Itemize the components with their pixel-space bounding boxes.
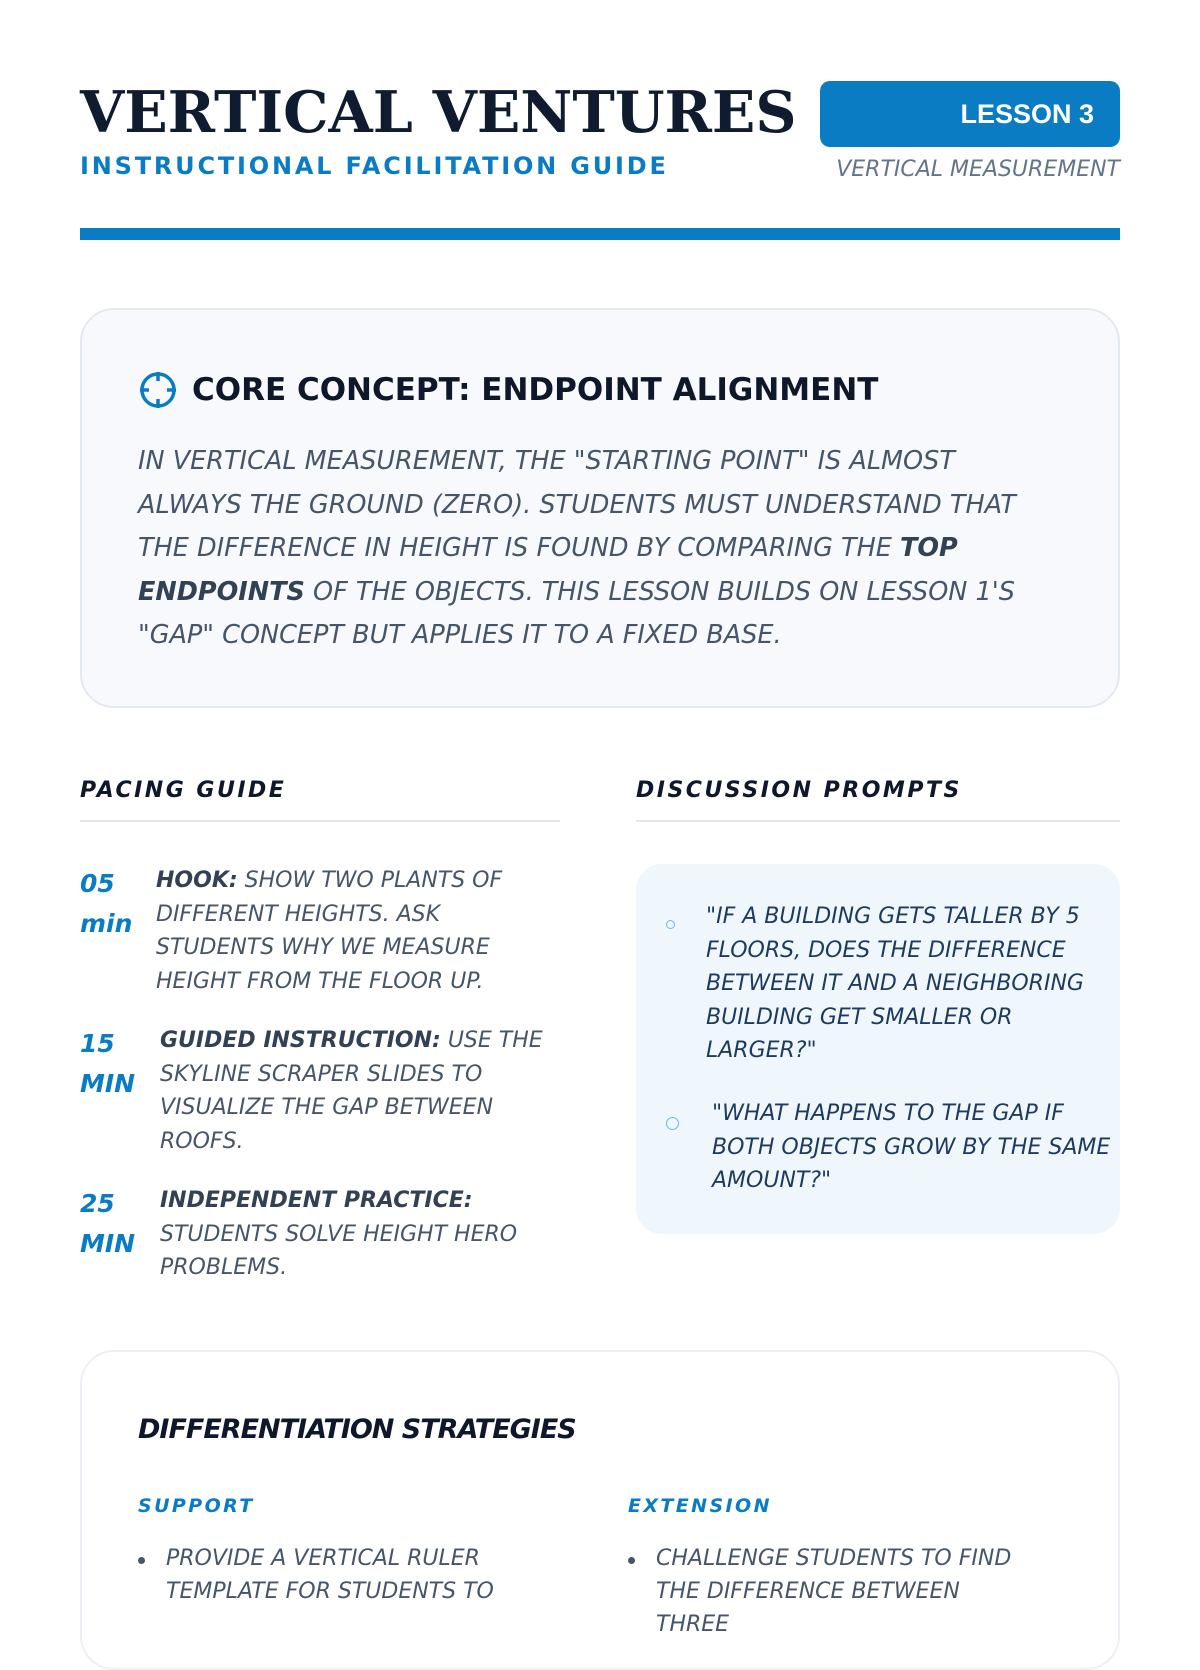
pacing-guide-divider [80,820,560,822]
concept-body-emphasis: TOP ENDPOINTS [138,533,958,607]
core-concept-title: CORE CONCEPT: ENDPOINT ALIGNMENT [192,372,879,408]
pacing-text [160,1024,550,1158]
pacing-description: SHOW TWO PLANTS OF DIFFERENT HEIGHTS. ASK STUDENTS WHY WE MEASURE HEIGHT FROM THE FLOOR UP. [156,868,503,994]
pacing-guide-heading: PACING GUIDE [80,778,287,803]
header-divider [80,228,1120,240]
page-subtitle: INSTRUCTIONAL FACILITATION GUIDE [80,152,669,180]
discussion-prompt-text: "IF A BUILDING GETS TALLER BY 5 FLOORS, DOES THE DIFFERENCE BETWEEN IT AND A NEIGHBORING BUILDING GET SMALLER OR LARGER?" [706,904,1084,1063]
discussion-prompts-divider [636,820,1120,822]
pacing-time: 25 MIN [80,1189,136,1258]
discussion-prompts-heading: DISCUSSION PROMPTS [636,778,962,803]
pacing-label: GUIDED INSTRUCTION: [160,1028,441,1053]
extension-item: CHALLENGE STUDENTS TO FIND THE DIFFERENCE BETWEEN THREE [628,1542,1028,1641]
discussion-prompt-text: "WHAT HAPPENS TO THE GAP IF BOTH OBJECTS GROW BY THE SAME AMOUNT?" [712,1101,1111,1193]
core-concept-body [138,440,1058,658]
crosshair-icon [138,370,178,410]
bullet-circle-icon [666,1117,679,1130]
page-header [80,78,1120,188]
pacing-label: INDEPENDENT PRACTICE: [160,1188,473,1213]
pacing-text [156,864,536,998]
discussion-prompts-panel [636,864,1120,1234]
lesson-badge [820,81,1120,147]
page-title: VERTICAL VENTURES [80,79,797,146]
concept-body-text: IN VERTICAL MEASUREMENT, THE "STARTING POINT" IS ALMOST ALWAYS THE GROUND (ZERO). STUDENTS MUST UNDERSTAND THAT THE DIFFERENCE IN HEIGHT IS FOUND BY COMPARING THE [138,446,1016,563]
pacing-description: USE THE SKYLINE SCRAPER SLIDES TO VISUALIZE THE GAP BETWEEN ROOFS. [160,1028,543,1154]
lesson-topic: VERTICAL MEASUREMENT [836,157,1120,182]
extension-label: EXTENSION [628,1495,772,1517]
pacing-text [160,1184,550,1285]
differentiation-card [80,1350,1120,1670]
pacing-description: STUDENTS SOLVE HEIGHT HERO PROBLEMS. [160,1221,518,1280]
core-concept-header [138,370,878,410]
support-label: SUPPORT [138,1495,255,1517]
bullet-circle-icon [666,920,675,929]
lesson-badge-label: LESSON 3 [960,98,1094,129]
pacing-time: 05 min [80,869,133,938]
core-concept-card [80,308,1120,708]
differentiation-title: DIFFERENTIATION STRATEGIES [138,1414,576,1445]
pacing-time: 15 MIN [80,1029,136,1098]
concept-body-text-continued: OF THE OBJECTS. THIS LESSON BUILDS ON LESSON 1'S "GAP" CONCEPT BUT APPLIES IT TO A FIXED BASE. [138,576,1015,650]
support-item: PROVIDE A VERTICAL RULER TEMPLATE FOR STUDENTS TO [138,1542,538,1608]
pacing-label: HOOK: [156,868,238,893]
